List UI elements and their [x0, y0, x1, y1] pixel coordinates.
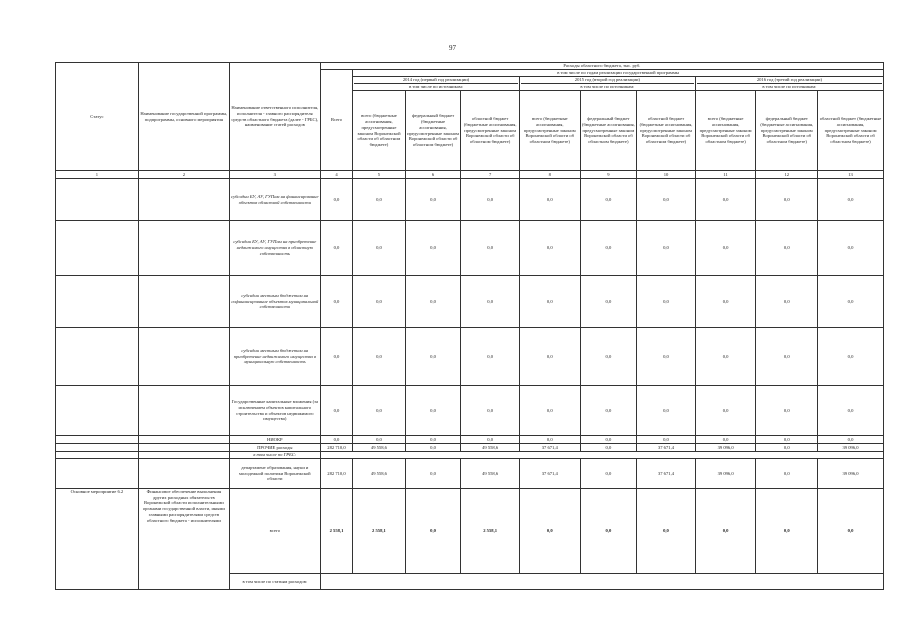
value-cell: 37 671,4: [637, 459, 696, 489]
value-cell: 0,0: [756, 179, 818, 221]
value-cell: 0,0: [580, 436, 637, 444]
incl-articles-empty: [320, 574, 883, 590]
status-cell: [56, 452, 139, 459]
column-number: 5: [353, 171, 406, 179]
value-cell: 37 671,4: [519, 459, 580, 489]
value-cell: 39 096,0: [695, 444, 756, 452]
year-2014-title: 2014 год (первый год реализации): [402, 77, 470, 83]
value-cell: 0,0: [405, 179, 461, 221]
value-cell: 37 671,4: [637, 444, 696, 452]
value-cell: 0,0: [519, 179, 580, 221]
value-cell: 0,0: [818, 276, 884, 328]
table-row-dept: [56, 459, 884, 489]
value-cell: 0,0: [405, 436, 461, 444]
value-cell: 0,0: [405, 489, 461, 574]
value-cell: 0,0: [580, 459, 637, 489]
year-2016-title: 2016 год (третий год реализации): [756, 77, 822, 83]
value-cell: 0,0: [756, 221, 818, 276]
value-cell: 0,0: [637, 328, 696, 386]
sub-federal-2014: федеральный бюджет (бюджетные ассигнования, предусмотренные законом Воронежской области об областном бюджете): [405, 91, 461, 171]
header-total: Всего: [320, 70, 352, 171]
table-row: [56, 221, 884, 276]
value-cell: 0,0: [353, 328, 406, 386]
value-cell: 39 096,0: [818, 444, 884, 452]
value-cell: 0,0: [818, 489, 884, 574]
value-cell: 0,0: [353, 276, 406, 328]
year-2014-sources: в том числе по источникам:: [354, 83, 518, 90]
program-cell: [138, 328, 229, 386]
value-cell: 0,0: [695, 386, 756, 436]
row-label: субсидии местным бюджетам на софинансирование объектов муниципальной собственности: [229, 276, 320, 328]
sub-all-2015: всего (бюджетные ассигнования, предусмотренные законом Воронежской области об областном бюджете): [519, 91, 580, 171]
value-cell: 0,0: [818, 221, 884, 276]
status-cell: [56, 221, 139, 276]
value-cell: 0,0: [580, 489, 637, 574]
sub-regional-2014: областной бюджет (бюджетные ассигнования, предусмотренные законом Воронежской области об областном бюджете): [461, 91, 520, 171]
value-cell: 0,0: [818, 328, 884, 386]
value-cell: 0,0: [818, 179, 884, 221]
value-cell: 49 558,6: [461, 444, 520, 452]
row-label: субсидии БУ, АУ, ГУПам на приобретение недвижимого имущества в областную собственность: [229, 221, 320, 276]
value-cell: 0,0: [519, 328, 580, 386]
row-label: ПРОЧИЕ расходы: [229, 444, 320, 452]
value-cell: 0,0: [756, 459, 818, 489]
column-number: 1: [56, 171, 139, 179]
value-cell: 2 558,1: [320, 489, 352, 574]
value-cell: 0,0: [353, 221, 406, 276]
status-cell: [56, 436, 139, 444]
header-year-2016: [695, 77, 883, 91]
value-cell: 0,0: [519, 489, 580, 574]
column-number: 3: [229, 171, 320, 179]
column-number: 12: [756, 171, 818, 179]
column-number-row: [56, 171, 884, 179]
status-cell: [56, 276, 139, 328]
value-cell: 0,0: [818, 386, 884, 436]
column-number: 13: [818, 171, 884, 179]
value-cell: 0,0: [580, 221, 637, 276]
value-cell: 37 671,4: [519, 444, 580, 452]
header-year-2015: [519, 77, 695, 91]
value-cell: 0,0: [405, 459, 461, 489]
data-rows: [56, 179, 884, 452]
value-cell: 0,0: [405, 328, 461, 386]
sub-all-2016: всего (бюджетные ассигнования, предусмотренные законом Воронежской области об областном бюджете): [695, 91, 756, 171]
value-cell: 0,0: [580, 444, 637, 452]
table-row-event: [56, 489, 884, 574]
header-status: Статус: [56, 63, 139, 171]
event-status: Основное мероприятие 6.2: [56, 489, 139, 590]
header-year-2014: [353, 77, 520, 91]
value-cell: 0,0: [405, 276, 461, 328]
status-cell: [56, 179, 139, 221]
status-cell: [56, 328, 139, 386]
value-cell: 0,0: [695, 276, 756, 328]
table-row: [56, 444, 884, 452]
value-cell: 0,0: [637, 436, 696, 444]
value-cell: 49 558,6: [353, 459, 406, 489]
value-cell: 0,0: [519, 276, 580, 328]
value-cell: 0,0: [320, 179, 352, 221]
incl-articles: в том числе по статьям расходов:: [229, 574, 320, 590]
value-cell: 39 096,0: [818, 459, 884, 489]
row-label: субсидии БУ, АУ, ГУПам на финансирование объектов областной собственности: [229, 179, 320, 221]
program-cell: [138, 179, 229, 221]
header-responsible: Наименование ответственного исполнителя, исполнителя - главного распорядителя средств областного бюджета (далее - ГРБС), наименование статей расходов: [229, 63, 320, 171]
value-cell: 39 096,0: [695, 459, 756, 489]
value-cell: 49 558,6: [353, 444, 406, 452]
value-cell: 0,0: [461, 221, 520, 276]
value-cell: 0,0: [756, 489, 818, 574]
event-label: всего: [229, 489, 320, 574]
value-cell: 0,0: [461, 386, 520, 436]
program-cell: [138, 436, 229, 444]
status-cell: [56, 386, 139, 436]
value-cell: 0,0: [353, 436, 406, 444]
header-program-name: Наименование государственной программы, подпрограммы, основного мероприятия: [138, 63, 229, 171]
program-cell: [138, 221, 229, 276]
value-cell: 0,0: [353, 386, 406, 436]
value-cell: 0,0: [320, 386, 352, 436]
value-cell: 0,0: [695, 328, 756, 386]
value-cell: 49 558,6: [461, 459, 520, 489]
page-number: 97: [449, 44, 456, 52]
grbs-label: в том числе по ГРБС:: [229, 452, 320, 459]
value-cell: 2 558,1: [461, 489, 520, 574]
value-cell: 0,0: [580, 276, 637, 328]
table-row: [56, 328, 884, 386]
value-cell: 0,0: [756, 444, 818, 452]
grbs-empty: [320, 452, 883, 459]
table-row: [56, 276, 884, 328]
column-number: 6: [405, 171, 461, 179]
value-cell: 0,0: [519, 386, 580, 436]
column-number: 2: [138, 171, 229, 179]
program-cell: [138, 452, 229, 459]
row-label: субсидии местным бюджетам на приобретение недвижимого имущества в муниципальную собственность: [229, 328, 320, 386]
value-cell: 0,0: [461, 179, 520, 221]
value-cell: 0,0: [756, 328, 818, 386]
value-cell: 0,0: [580, 328, 637, 386]
row-label: НИОКР: [229, 436, 320, 444]
value-cell: 282 710,0: [320, 444, 352, 452]
table-row: [56, 179, 884, 221]
value-cell: 0,0: [320, 436, 352, 444]
column-number: 8: [519, 171, 580, 179]
value-cell: 0,0: [353, 179, 406, 221]
value-cell: 0,0: [695, 489, 756, 574]
value-cell: 0,0: [580, 386, 637, 436]
column-number: 11: [695, 171, 756, 179]
event-name: Финансовое обеспечение выполнения других расходных обязательств Воронежской области исполнительными органами государственной власти, иными главными распорядителями средств областного бюджета - исполнителями: [138, 489, 229, 590]
value-cell: 0,0: [756, 276, 818, 328]
value-cell: 0,0: [320, 221, 352, 276]
year-2016-sources: в том числе по источникам:: [697, 83, 882, 90]
table-row: [56, 386, 884, 436]
budget-table: [55, 62, 884, 590]
value-cell: 0,0: [580, 179, 637, 221]
column-number: 4: [320, 171, 352, 179]
value-cell: 0,0: [320, 276, 352, 328]
value-cell: 0,0: [695, 436, 756, 444]
value-cell: 0,0: [320, 328, 352, 386]
column-number: 10: [637, 171, 696, 179]
value-cell: 0,0: [756, 386, 818, 436]
value-cell: 0,0: [405, 444, 461, 452]
program-cell: [138, 276, 229, 328]
value-cell: 0,0: [405, 386, 461, 436]
row-label: Государственные капитальные вложения (за исключением объектов капитального строительства и объектов недвижимого имущества): [229, 386, 320, 436]
value-cell: 0,0: [637, 489, 696, 574]
program-cell: [138, 444, 229, 452]
value-cell: 0,0: [519, 436, 580, 444]
value-cell: 0,0: [637, 386, 696, 436]
sub-federal-2015: федеральный бюджет (бюджетные ассигнования, предусмотренные законом Воронежской области об областном бюджете): [580, 91, 637, 171]
year-2015-sources: в том числе по источникам:: [521, 83, 694, 90]
program-cell: [138, 459, 229, 489]
value-cell: 0,0: [637, 276, 696, 328]
value-cell: 0,0: [756, 436, 818, 444]
value-cell: 0,0: [461, 276, 520, 328]
value-cell: 2 558,1: [353, 489, 406, 574]
header-by-years: в том числе по годам реализации государственной программы: [353, 70, 884, 77]
year-2015-title: 2015 год (второй год реализации): [574, 77, 640, 83]
value-cell: 0,0: [695, 179, 756, 221]
sub-regional-2016: областной бюджет (бюджетные ассигнования, предусмотренные законом Воронежской области об областном бюджете): [818, 91, 884, 171]
sub-all-2014: всего (бюджетные ассигнования, предусмотренные законом Воронежской области об областном бюджете): [353, 91, 406, 171]
sub-federal-2016: федеральный бюджет (бюджетные ассигнования, предусмотренные законом Воронежской области об областном бюджете): [756, 91, 818, 171]
value-cell: 0,0: [818, 436, 884, 444]
status-cell: [56, 459, 139, 489]
value-cell: 0,0: [695, 221, 756, 276]
sub-regional-2015: областной бюджет (бюджетные ассигнования, предусмотренные законом Воронежской области об областном бюджете): [637, 91, 696, 171]
value-cell: 0,0: [519, 221, 580, 276]
value-cell: 0,0: [405, 221, 461, 276]
dept-label: департамент образования, науки и молодежной политики Воронежской области: [229, 459, 320, 489]
status-cell: [56, 444, 139, 452]
value-cell: 0,0: [461, 436, 520, 444]
value-cell: 0,0: [461, 328, 520, 386]
header-expenses-title: Расходы областного бюджета, тыс. руб.: [320, 63, 883, 70]
column-number: 7: [461, 171, 520, 179]
value-cell: 0,0: [637, 221, 696, 276]
table-row: [56, 436, 884, 444]
column-number: 9: [580, 171, 637, 179]
value-cell: 0,0: [637, 179, 696, 221]
program-cell: [138, 386, 229, 436]
value-cell: 282 710,0: [320, 459, 352, 489]
